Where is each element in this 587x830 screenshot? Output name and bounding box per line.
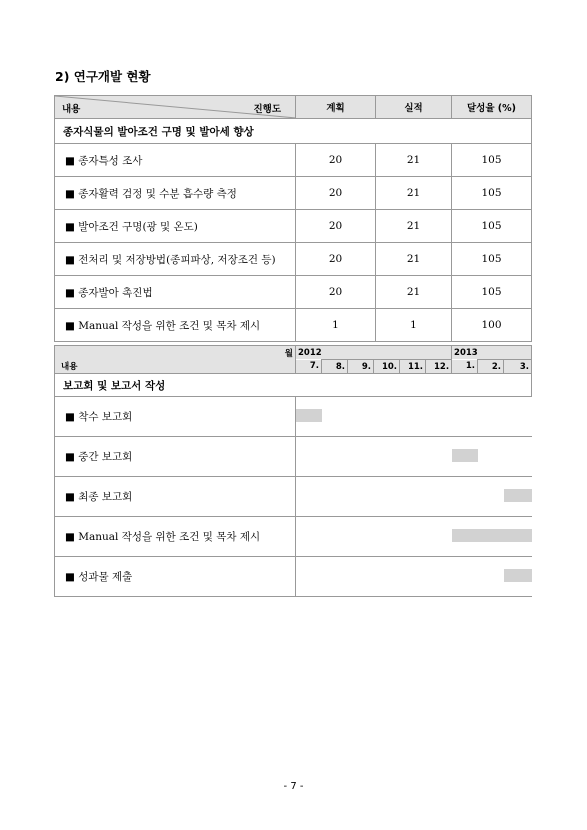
row-plan: 20 [296, 210, 376, 243]
row-rate: 105 [452, 210, 532, 243]
schedule-bar [504, 569, 532, 582]
header-content-label: 내용 [55, 360, 296, 374]
row-rate: 100 [452, 309, 532, 342]
header-actual: 실적 [376, 96, 452, 119]
month-3: 3. [504, 360, 532, 374]
month-8: 8. [322, 360, 348, 374]
progress-table-header [55, 96, 532, 119]
month-1: 1. [452, 360, 478, 374]
row-actual: 21 [376, 177, 452, 210]
schedule-header-row-1 [55, 346, 532, 360]
schedule-cell [322, 477, 348, 517]
schedule-cell [504, 437, 532, 477]
row-label: ■ Manual 작성을 위한 조건 및 목차 제시 [55, 309, 296, 342]
schedule-cell [478, 517, 504, 557]
header-rate: 달성율 (%) [452, 96, 532, 119]
schedule-bar [504, 529, 532, 542]
schedule-section-row [55, 374, 532, 397]
row-rate: 105 [452, 144, 532, 177]
row-label: ■ 종자특성 조사 [55, 144, 296, 177]
schedule-section-title: 보고회 및 보고서 작성 [55, 374, 532, 397]
table-row [55, 177, 532, 210]
schedule-cell [426, 397, 452, 437]
row-label: ■ 종자활력 검정 및 수분 흡수량 측정 [55, 177, 296, 210]
schedule-cell [426, 477, 452, 517]
schedule-cell [426, 557, 452, 597]
header-month-label: 월 [55, 346, 296, 360]
year-2012-label: 2012 [298, 347, 322, 358]
table-row [55, 276, 532, 309]
table-row [55, 144, 532, 177]
schedule-cell [400, 397, 426, 437]
schedule-cell [426, 437, 452, 477]
schedule-cell [348, 517, 374, 557]
month-12: 12. [426, 360, 452, 374]
schedule-cell [322, 517, 348, 557]
row-plan: 20 [296, 276, 376, 309]
section-title: 종자식물의 발아조건 구명 및 발아세 향상 [55, 119, 532, 144]
header-diagonal-cell [55, 96, 296, 119]
schedule-table [54, 345, 532, 597]
page-number: - 7 - [283, 781, 304, 792]
schedule-row-label: ■ 중간 보고회 [55, 437, 296, 477]
schedule-cell [348, 397, 374, 437]
header-content-label: 내용 [62, 104, 81, 115]
schedule-row [55, 437, 532, 477]
row-plan: 20 [296, 144, 376, 177]
schedule-row [55, 557, 532, 597]
row-rate: 105 [452, 177, 532, 210]
schedule-cell [296, 437, 322, 477]
row-plan: 20 [296, 243, 376, 276]
progress-table [54, 95, 532, 342]
schedule-row [55, 397, 532, 437]
schedule-cell [348, 557, 374, 597]
row-actual: 21 [376, 210, 452, 243]
row-label: ■ 발아조건 구명(광 및 온도) [55, 210, 296, 243]
schedule-cell [452, 477, 478, 517]
schedule-cell [504, 397, 532, 437]
table-row [55, 309, 532, 342]
schedule-cell [400, 517, 426, 557]
schedule-cell [374, 477, 400, 517]
month-11: 11. [400, 360, 426, 374]
section-row [55, 119, 532, 144]
row-label: ■ 종자발아 촉진법 [55, 276, 296, 309]
month-10: 10. [374, 360, 400, 374]
month-7: 7. [296, 360, 322, 374]
section-heading: 2) 연구개발 현황 [55, 69, 151, 84]
row-plan: 1 [296, 309, 376, 342]
schedule-cell [504, 477, 532, 517]
row-actual: 1 [376, 309, 452, 342]
schedule-cell [400, 557, 426, 597]
row-rate: 105 [452, 276, 532, 309]
schedule-bar [478, 529, 504, 542]
table-row [55, 243, 532, 276]
schedule-cell [504, 557, 532, 597]
schedule-cell [504, 517, 532, 557]
schedule-cell [478, 437, 504, 477]
schedule-cell [322, 397, 348, 437]
row-actual: 21 [376, 243, 452, 276]
schedule-cell [296, 557, 322, 597]
schedule-cell [452, 397, 478, 437]
schedule-rows [55, 397, 532, 597]
schedule-cell [348, 477, 374, 517]
schedule-bar [504, 489, 532, 502]
row-actual: 21 [376, 276, 452, 309]
schedule-cell [478, 557, 504, 597]
schedule-cell [322, 557, 348, 597]
schedule-cell [296, 397, 322, 437]
month-9: 9. [348, 360, 374, 374]
schedule-cell [322, 437, 348, 477]
schedule-cell [478, 477, 504, 517]
row-plan: 20 [296, 177, 376, 210]
schedule-cell [296, 477, 322, 517]
schedule-cell [426, 517, 452, 557]
row-actual: 21 [376, 144, 452, 177]
schedule-cell [296, 517, 322, 557]
schedule-bar [452, 449, 478, 462]
schedule-cell [374, 437, 400, 477]
schedule-cell [374, 557, 400, 597]
schedule-cell [400, 477, 426, 517]
header-year-2012 [296, 346, 452, 360]
header-year-2013 [452, 346, 532, 360]
schedule-cell [452, 517, 478, 557]
row-rate: 105 [452, 243, 532, 276]
schedule-bar [452, 529, 478, 542]
schedule-cell [374, 517, 400, 557]
year-2013-label: 2013 [454, 347, 478, 358]
month-2: 2. [478, 360, 504, 374]
schedule-row-label: ■ 성과물 제출 [55, 557, 296, 597]
schedule-cell [374, 397, 400, 437]
schedule-cell [400, 437, 426, 477]
schedule-row-label: ■ 착수 보고회 [55, 397, 296, 437]
schedule-cell [452, 557, 478, 597]
header-progress-label: 진행도 [253, 104, 281, 115]
table-row [55, 210, 532, 243]
schedule-row [55, 477, 532, 517]
schedule-cell [478, 397, 504, 437]
schedule-row-label: ■ 최종 보고회 [55, 477, 296, 517]
schedule-cell [452, 437, 478, 477]
schedule-row [55, 517, 532, 557]
schedule-bar [296, 409, 322, 422]
schedule-header-row-2 [55, 360, 532, 374]
schedule-cell [348, 437, 374, 477]
row-label: ■ 전처리 및 저장방법(종피파상, 저장조건 등) [55, 243, 296, 276]
schedule-row-label: ■ Manual 작성을 위한 조건 및 목차 제시 [55, 517, 296, 557]
header-plan: 계획 [296, 96, 376, 119]
